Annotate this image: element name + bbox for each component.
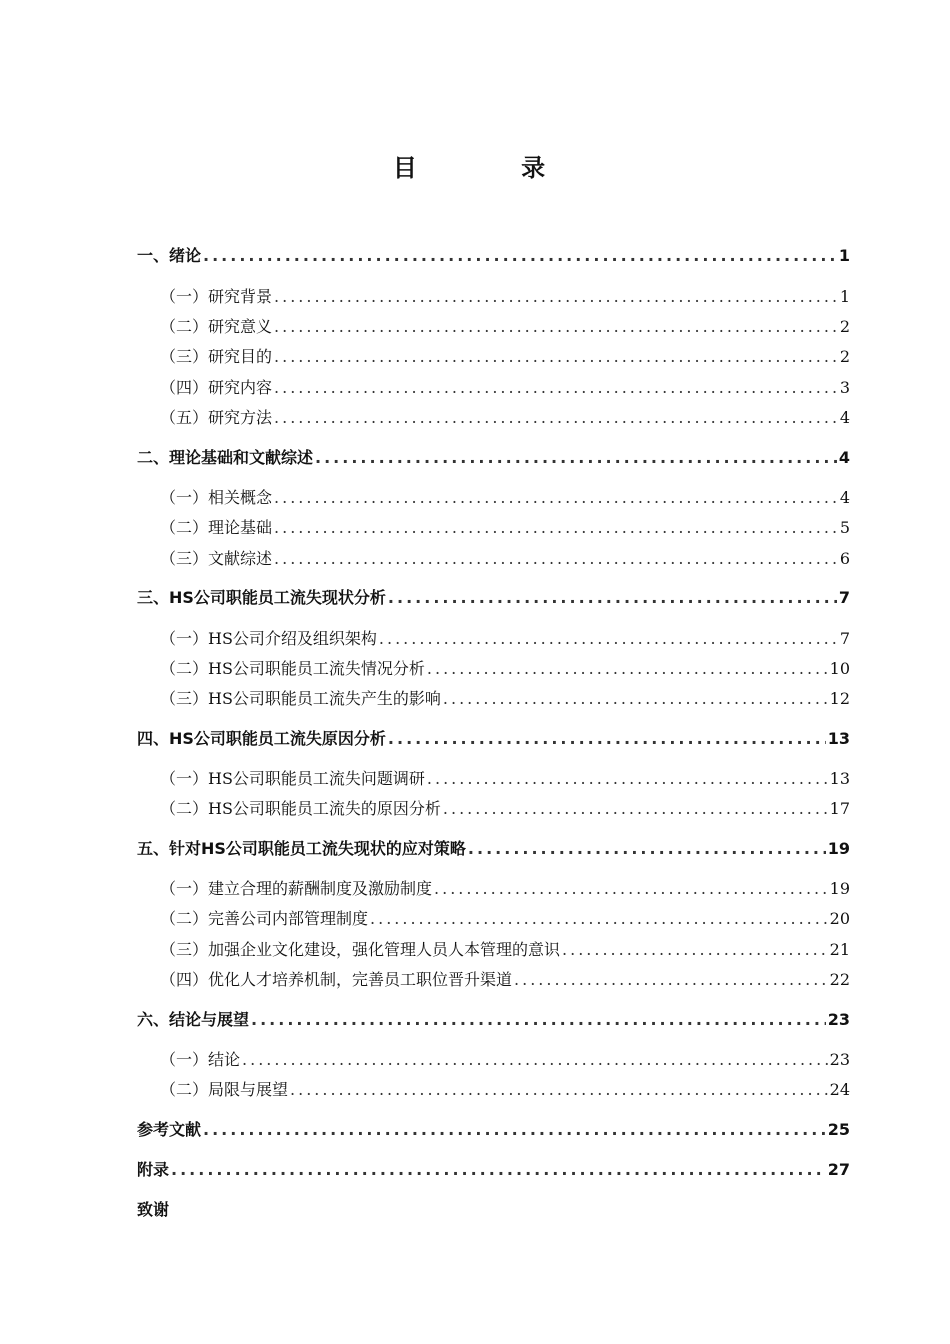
toc-page: 23 bbox=[829, 1050, 850, 1069]
toc-entry[interactable] bbox=[137, 243, 850, 266]
toc-entry[interactable] bbox=[137, 1007, 850, 1030]
toc-page: 5 bbox=[839, 518, 850, 537]
toc-label: （三）HS公司职能员工流失产生的影响 bbox=[160, 689, 441, 708]
toc-page: 3 bbox=[839, 378, 850, 397]
toc-entry[interactable] bbox=[160, 626, 850, 649]
toc-leader bbox=[251, 1010, 826, 1029]
toc-leader bbox=[274, 287, 838, 306]
toc-leader bbox=[274, 488, 838, 507]
toc-leader bbox=[427, 769, 828, 788]
toc-leader bbox=[274, 518, 838, 537]
toc-entry[interactable] bbox=[160, 405, 850, 428]
toc-entry[interactable] bbox=[160, 375, 850, 398]
toc-label: （三）文献综述 bbox=[160, 549, 273, 568]
toc-leader bbox=[290, 1080, 828, 1099]
toc-entry[interactable] bbox=[160, 284, 850, 307]
toc-leader bbox=[370, 909, 828, 928]
toc-page: 4 bbox=[839, 408, 850, 427]
toc-leader bbox=[388, 729, 826, 748]
toc-page: 7 bbox=[839, 629, 850, 648]
toc-leader bbox=[388, 588, 837, 607]
toc-page: 27 bbox=[827, 1160, 850, 1179]
toc-page: 24 bbox=[829, 1080, 850, 1099]
toc-page: 13 bbox=[827, 729, 850, 748]
toc-leader bbox=[274, 549, 838, 568]
toc-label: （二）研究意义 bbox=[160, 317, 273, 336]
toc-page: 6 bbox=[839, 549, 850, 568]
toc-entry[interactable] bbox=[160, 485, 850, 508]
toc-label: 一、绪论 bbox=[137, 246, 202, 265]
toc-label: 五、针对HS公司职能员工流失现状的应对策略 bbox=[137, 839, 466, 858]
toc-page: 4 bbox=[839, 488, 850, 507]
toc-label: （二）理论基础 bbox=[160, 518, 273, 537]
toc-label: 三、HS公司职能员工流失现状分析 bbox=[137, 588, 386, 607]
toc-page: 19 bbox=[827, 839, 850, 858]
toc-page: 2 bbox=[839, 347, 850, 366]
toc-leader bbox=[379, 629, 838, 648]
toc-leader bbox=[171, 1160, 826, 1179]
toc-entry[interactable] bbox=[160, 766, 850, 789]
toc-label: （三）研究目的 bbox=[160, 347, 273, 366]
toc-label: （五）研究方法 bbox=[160, 408, 273, 427]
toc-entry[interactable] bbox=[160, 1047, 850, 1070]
toc-leader bbox=[203, 246, 837, 265]
toc-entry[interactable] bbox=[137, 1197, 850, 1220]
toc-leader bbox=[274, 317, 838, 336]
toc-leader bbox=[242, 1050, 828, 1069]
toc-page: 23 bbox=[827, 1010, 850, 1029]
toc-page: 10 bbox=[829, 659, 850, 678]
toc-label: （一）HS公司职能员工流失问题调研 bbox=[160, 769, 425, 788]
toc-page: 7 bbox=[838, 588, 850, 607]
toc-entry[interactable] bbox=[160, 546, 850, 569]
toc-page: 20 bbox=[829, 909, 850, 928]
toc-entry[interactable] bbox=[160, 967, 850, 990]
toc-label: 四、HS公司职能员工流失原因分析 bbox=[137, 729, 386, 748]
toc-page: 21 bbox=[829, 940, 850, 959]
toc-page: 22 bbox=[829, 970, 850, 989]
toc-entry[interactable] bbox=[160, 937, 850, 960]
toc-entry[interactable] bbox=[137, 445, 850, 468]
toc-label: （二）HS公司职能员工流失的原因分析 bbox=[160, 799, 441, 818]
toc-label: （一）研究背景 bbox=[160, 287, 273, 306]
toc-label: （一）建立合理的薪酬制度及激励制度 bbox=[160, 879, 433, 898]
toc-label: （一）HS公司介绍及组织架构 bbox=[160, 629, 377, 648]
page-title: 目 录 bbox=[392, 154, 594, 182]
toc-entry[interactable] bbox=[160, 876, 850, 899]
toc-label: （一）相关概念 bbox=[160, 488, 273, 507]
toc-entry[interactable] bbox=[160, 1077, 850, 1100]
toc-entry[interactable] bbox=[137, 1117, 850, 1140]
toc-entry[interactable] bbox=[160, 314, 850, 337]
toc-entry[interactable] bbox=[160, 796, 850, 819]
toc-leader bbox=[514, 970, 828, 989]
toc-page: 19 bbox=[829, 879, 850, 898]
toc-label: 致谢 bbox=[137, 1200, 170, 1219]
toc-leader bbox=[443, 799, 828, 818]
toc-page: 1 bbox=[839, 287, 850, 306]
toc-label: 六、结论与展望 bbox=[137, 1010, 250, 1029]
toc-page: 4 bbox=[838, 448, 850, 467]
toc-leader bbox=[315, 448, 837, 467]
toc-page: 13 bbox=[829, 769, 850, 788]
toc-label: 参考文献 bbox=[137, 1120, 202, 1139]
toc-page: 1 bbox=[838, 246, 850, 265]
toc-label: （四）研究内容 bbox=[160, 378, 273, 397]
toc-label: （四）优化人才培养机制，完善员工职位晋升渠道 bbox=[160, 970, 513, 989]
toc-entry[interactable] bbox=[160, 656, 850, 679]
toc-entry[interactable] bbox=[160, 686, 850, 709]
toc-page: 2 bbox=[839, 317, 850, 336]
toc-label: （一）结论 bbox=[160, 1050, 241, 1069]
toc-entry[interactable] bbox=[160, 515, 850, 538]
toc-page: 17 bbox=[829, 799, 850, 818]
toc-label: （三）加强企业文化建设，强化管理人员人本管理的意识 bbox=[160, 940, 561, 959]
toc-page: 25 bbox=[827, 1120, 850, 1139]
toc-label: 二、理论基础和文献综述 bbox=[137, 448, 314, 467]
toc-label: 附录 bbox=[137, 1160, 170, 1179]
toc-entry[interactable] bbox=[160, 344, 850, 367]
toc-page: 12 bbox=[829, 689, 850, 708]
toc-entry[interactable] bbox=[137, 585, 850, 608]
toc-entry[interactable] bbox=[137, 836, 850, 859]
toc-entry[interactable] bbox=[137, 1157, 850, 1180]
toc-leader bbox=[274, 378, 838, 397]
toc-label: （二）局限与展望 bbox=[160, 1080, 289, 1099]
toc-leader bbox=[274, 347, 838, 366]
toc-leader bbox=[427, 659, 828, 678]
toc-label: （二）完善公司内部管理制度 bbox=[160, 909, 369, 928]
toc-leader bbox=[274, 408, 838, 427]
toc-leader bbox=[468, 839, 826, 858]
toc-leader bbox=[434, 879, 828, 898]
toc-leader bbox=[203, 1120, 826, 1139]
toc-entry[interactable] bbox=[160, 906, 850, 929]
toc-entry[interactable] bbox=[137, 726, 850, 749]
toc-leader bbox=[562, 940, 828, 959]
toc-label: （二）HS公司职能员工流失情况分析 bbox=[160, 659, 425, 678]
toc-leader bbox=[443, 689, 828, 708]
